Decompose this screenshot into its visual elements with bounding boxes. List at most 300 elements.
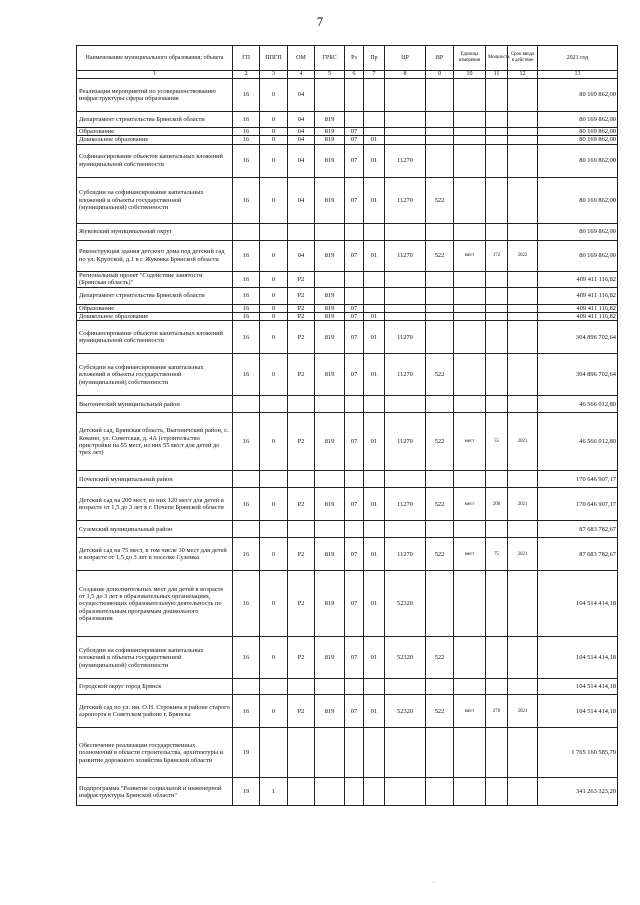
table-cell: [486, 321, 508, 354]
table-cell: [486, 396, 508, 413]
table-cell: [454, 571, 486, 637]
table-cell: 07: [345, 538, 364, 571]
table-cell: 819: [315, 136, 345, 144]
table-row: [77, 778, 618, 806]
row-name: Субсидии на софинансирование капитальных вложений в объекты государственной (муниципальной) собственности: [77, 354, 233, 396]
table-cell: [260, 223, 288, 240]
table-cell: 16: [233, 538, 260, 571]
row-name: Софинансирование объектов капитальных вложений муниципальной собственности: [77, 144, 233, 177]
table-cell: [486, 728, 508, 778]
table-cell: 819: [315, 287, 345, 304]
row-name: Софинансирование объектов капитальных вложений муниципальной собственности: [77, 321, 233, 354]
table-row: [77, 354, 618, 396]
table-cell: [315, 679, 345, 695]
table-cell: 04: [288, 177, 315, 223]
table-cell: 2021: [508, 538, 538, 571]
column-index: 11: [486, 71, 508, 79]
table-cell: 55: [486, 413, 508, 471]
row-amount: 104 514 414,18: [538, 679, 618, 695]
table-cell: 0: [260, 144, 288, 177]
table-cell: [385, 112, 426, 128]
table-cell: 16: [233, 637, 260, 679]
table-cell: 07: [345, 695, 364, 728]
table-cell: 2022: [508, 240, 538, 271]
table-cell: 07: [345, 637, 364, 679]
table-cell: P2: [288, 287, 315, 304]
table-cell: 07: [345, 240, 364, 271]
table-cell: 0: [260, 304, 288, 312]
table-cell: [315, 396, 345, 413]
table-cell: 19: [233, 778, 260, 806]
table-row: [77, 112, 618, 128]
table-cell: [486, 354, 508, 396]
row-name: Дошкольное образование: [77, 313, 233, 321]
table-cell: 522: [426, 695, 454, 728]
table-cell: 819: [315, 538, 345, 571]
table-row: [77, 240, 618, 271]
table-cell: 07: [345, 488, 364, 521]
table-cell: 0: [260, 287, 288, 304]
table-cell: [486, 128, 508, 136]
row-name: Субсидии на софинансирование капитальных вложений в объекты государственной (муниципальной) собственности: [77, 637, 233, 679]
row-amount: 87 683 782,67: [538, 521, 618, 538]
table-cell: 04: [288, 79, 315, 112]
row-name: Департамент строительства Брянской области: [77, 112, 233, 128]
table-cell: 16: [233, 313, 260, 321]
table-cell: 522: [426, 538, 454, 571]
table-cell: [315, 728, 345, 778]
table-row: [77, 271, 618, 287]
table-cell: [315, 471, 345, 488]
table-cell: [288, 223, 315, 240]
table-cell: 819: [315, 112, 345, 128]
table-cell: [345, 112, 364, 128]
table-cell: 172: [486, 240, 508, 271]
table-row: [77, 413, 618, 471]
table-cell: P2: [288, 488, 315, 521]
table-cell: [385, 679, 426, 695]
row-name: Городской округ город Брянск: [77, 679, 233, 695]
column-index: 13: [538, 71, 618, 79]
table-cell: [364, 128, 385, 136]
table-row: [77, 144, 618, 177]
table-cell: 16: [233, 321, 260, 354]
table-cell: [345, 223, 364, 240]
row-amount: 80 169 862,00: [538, 79, 618, 112]
column-header: Пр: [364, 46, 385, 71]
table-cell: 16: [233, 177, 260, 223]
column-header: ОМ: [288, 46, 315, 71]
column-header: 2021 год: [538, 46, 618, 71]
table-cell: 819: [315, 240, 345, 271]
table-cell: 0: [260, 112, 288, 128]
table-cell: [364, 778, 385, 806]
column-header: ЦР: [385, 46, 426, 71]
column-index: 8: [385, 71, 426, 79]
table-cell: 52320: [385, 695, 426, 728]
table-cell: 819: [315, 144, 345, 177]
column-index: 4: [288, 71, 315, 79]
table-cell: 04: [288, 136, 315, 144]
table-cell: 819: [315, 304, 345, 312]
table-cell: [233, 521, 260, 538]
table-cell: [385, 396, 426, 413]
table-cell: 0: [260, 79, 288, 112]
table-cell: 16: [233, 354, 260, 396]
table-cell: [345, 287, 364, 304]
table-cell: [426, 136, 454, 144]
table-cell: [260, 521, 288, 538]
table-cell: [486, 271, 508, 287]
row-amount: 80 169 862,00: [538, 128, 618, 136]
table-cell: [288, 396, 315, 413]
row-amount: 80 169 862,00: [538, 144, 618, 177]
column-index: 9: [426, 71, 454, 79]
table-row: [77, 304, 618, 312]
table-cell: 522: [426, 240, 454, 271]
column-header: Единица измерения: [454, 46, 486, 71]
row-name: Подпрограмма "Развитие социальной и инженерной инфраструктуры Брянской области": [77, 778, 233, 806]
table-cell: [385, 304, 426, 312]
table-cell: [508, 396, 538, 413]
table-cell: [508, 471, 538, 488]
table-cell: 2021: [508, 413, 538, 471]
table-cell: [385, 728, 426, 778]
table-cell: 11270: [385, 538, 426, 571]
table-cell: [426, 128, 454, 136]
row-name: Почепский муниципальный район: [77, 471, 233, 488]
table-cell: [385, 136, 426, 144]
row-amount: 104 514 414,18: [538, 637, 618, 679]
table-cell: 16: [233, 304, 260, 312]
table-cell: [454, 321, 486, 354]
table-cell: 0: [260, 695, 288, 728]
row-name: Обеспечение реализации государственных полномочий в области строительства, архитектуры и развитие дорожного хозяйства Брянской области: [77, 728, 233, 778]
table-cell: 07: [345, 313, 364, 321]
table-cell: 11270: [385, 177, 426, 223]
table-cell: [454, 128, 486, 136]
table-cell: 819: [315, 413, 345, 471]
table-cell: мест: [454, 538, 486, 571]
table-cell: [508, 571, 538, 637]
table-cell: [454, 79, 486, 112]
table-cell: [364, 287, 385, 304]
table-cell: 04: [288, 240, 315, 271]
table-cell: [345, 679, 364, 695]
table-cell: [426, 728, 454, 778]
row-amount: 104 514 414,18: [538, 571, 618, 637]
table-cell: 01: [364, 144, 385, 177]
table-cell: 522: [426, 413, 454, 471]
table-cell: 01: [364, 321, 385, 354]
column-header: ППГП: [260, 46, 288, 71]
table-cell: [364, 223, 385, 240]
table-cell: 819: [315, 128, 345, 136]
table-cell: P2: [288, 321, 315, 354]
column-header: Мощность: [486, 46, 508, 71]
row-amount: 1 765 160 585,79: [538, 728, 618, 778]
table-row: [77, 128, 618, 136]
row-amount: 170 646 907,17: [538, 488, 618, 521]
row-name: Выгоничский муниципальный район: [77, 396, 233, 413]
table-cell: [288, 471, 315, 488]
table-row: [77, 136, 618, 144]
table-cell: 07: [345, 144, 364, 177]
table-cell: [426, 778, 454, 806]
table-cell: 01: [364, 136, 385, 144]
table-cell: 0: [260, 271, 288, 287]
table-cell: [454, 112, 486, 128]
row-amount: 80 169 862,00: [538, 177, 618, 223]
row-name: Дошкольное образование: [77, 136, 233, 144]
table-cell: 07: [345, 571, 364, 637]
table-cell: [454, 313, 486, 321]
table-cell: [508, 304, 538, 312]
row-amount: 80 169 862,00: [538, 112, 618, 128]
table-cell: [364, 679, 385, 695]
table-cell: [233, 223, 260, 240]
table-cell: [454, 304, 486, 312]
table-cell: 2021: [508, 695, 538, 728]
table-cell: 04: [288, 112, 315, 128]
table-cell: [426, 112, 454, 128]
table-cell: [345, 471, 364, 488]
table-cell: 11270: [385, 488, 426, 521]
table-cell: [260, 471, 288, 488]
table-cell: [426, 321, 454, 354]
table-cell: 819: [315, 177, 345, 223]
column-header: Наименование муниципального образования; объекта: [77, 46, 233, 71]
table-cell: мест: [454, 695, 486, 728]
table-cell: [364, 396, 385, 413]
column-header: Срок ввода в действие: [508, 46, 538, 71]
table-cell: 522: [426, 354, 454, 396]
row-name: Образование: [77, 304, 233, 312]
table-cell: 819: [315, 637, 345, 679]
table-cell: 16: [233, 136, 260, 144]
table-cell: [315, 778, 345, 806]
table-cell: [426, 271, 454, 287]
table-cell: 16: [233, 488, 260, 521]
table-row: [77, 223, 618, 240]
row-name: Детский сад по ул. им. О.Н. Строкина в районе старого аэропорта в Советском районе г. Брянска: [77, 695, 233, 728]
table-cell: 01: [364, 413, 385, 471]
table-row: [77, 637, 618, 679]
row-name: Региональный проект "Содействие занятости (Брянская область)": [77, 271, 233, 287]
table-cell: [345, 271, 364, 287]
page-number: 7: [316, 14, 324, 29]
table-row: [77, 571, 618, 637]
table-cell: [508, 313, 538, 321]
table-cell: P2: [288, 354, 315, 396]
table-cell: 07: [345, 321, 364, 354]
table-cell: 0: [260, 313, 288, 321]
table-cell: 19: [233, 728, 260, 778]
table-cell: [508, 637, 538, 679]
table-cell: 270: [486, 695, 508, 728]
table-cell: [364, 521, 385, 538]
table-cell: [426, 287, 454, 304]
column-index: 10: [454, 71, 486, 79]
table-cell: 07: [345, 177, 364, 223]
table-cell: [345, 396, 364, 413]
table-cell: 0: [260, 128, 288, 136]
row-amount: 87 683 782,67: [538, 538, 618, 571]
row-amount: 409 411 116,82: [538, 313, 618, 321]
table-row: [77, 471, 618, 488]
table-cell: [486, 144, 508, 177]
table-cell: 522: [426, 488, 454, 521]
table-cell: [364, 728, 385, 778]
table-cell: [454, 471, 486, 488]
table-cell: [385, 79, 426, 112]
table-cell: 75: [486, 538, 508, 571]
table-cell: [508, 354, 538, 396]
table-cell: [486, 287, 508, 304]
table-cell: [486, 471, 508, 488]
table-cell: [426, 304, 454, 312]
table-cell: 11270: [385, 144, 426, 177]
table-cell: 01: [364, 354, 385, 396]
table-cell: [454, 223, 486, 240]
table-cell: 01: [364, 637, 385, 679]
table-cell: [385, 271, 426, 287]
table-cell: 07: [345, 136, 364, 144]
table-cell: 16: [233, 112, 260, 128]
table-row: [77, 321, 618, 354]
table-cell: 11270: [385, 354, 426, 396]
column-header: ГП: [233, 46, 260, 71]
table-row: [77, 728, 618, 778]
table-cell: 16: [233, 413, 260, 471]
table-cell: [288, 778, 315, 806]
table-cell: 0: [260, 136, 288, 144]
table-cell: 819: [315, 354, 345, 396]
table-cell: 522: [426, 177, 454, 223]
table-cell: [233, 396, 260, 413]
table-cell: [260, 728, 288, 778]
row-amount: 341 263 323,20: [538, 778, 618, 806]
table-cell: 0: [260, 571, 288, 637]
table-cell: P2: [288, 571, 315, 637]
table-cell: [486, 223, 508, 240]
table-cell: [454, 778, 486, 806]
table-cell: [385, 313, 426, 321]
table-cell: [426, 396, 454, 413]
table-cell: P2: [288, 313, 315, 321]
table-cell: P2: [288, 271, 315, 287]
table-cell: [385, 128, 426, 136]
row-amount: 304 896 702,64: [538, 354, 618, 396]
table-cell: 11270: [385, 321, 426, 354]
table-cell: [288, 679, 315, 695]
row-amount: 80 169 862,00: [538, 136, 618, 144]
table-cell: 819: [315, 313, 345, 321]
table-cell: 01: [364, 695, 385, 728]
column-index: 5: [315, 71, 345, 79]
table-cell: [486, 637, 508, 679]
row-amount: 46 566 012,80: [538, 396, 618, 413]
table-cell: 0: [260, 413, 288, 471]
table-cell: 0: [260, 321, 288, 354]
table-cell: 01: [364, 538, 385, 571]
table-cell: 01: [364, 240, 385, 271]
row-amount: 104 514 414,18: [538, 695, 618, 728]
table-cell: [508, 728, 538, 778]
index-row: [77, 71, 618, 79]
column-index: 12: [508, 71, 538, 79]
row-amount: 409 411 116,82: [538, 271, 618, 287]
table-cell: [426, 144, 454, 177]
row-amount: 46 566 012,80: [538, 413, 618, 471]
row-name: Жуковский муниципальный округ: [77, 223, 233, 240]
table-cell: 16: [233, 144, 260, 177]
table-row: [77, 521, 618, 538]
table-cell: [508, 271, 538, 287]
row-amount: 80 169 862,00: [538, 223, 618, 240]
table-cell: [486, 112, 508, 128]
table-cell: [426, 571, 454, 637]
row-name: Детский сад на 75 мест, в том числе 30 мест для детей в возрасте от 1,5 до 3 лет в поселке Суземка: [77, 538, 233, 571]
row-amount: 409 411 116,82: [538, 287, 618, 304]
table-cell: 16: [233, 128, 260, 136]
table-cell: 52320: [385, 637, 426, 679]
table-cell: 07: [345, 128, 364, 136]
table-cell: [364, 304, 385, 312]
table-cell: [233, 679, 260, 695]
table-cell: [426, 313, 454, 321]
table-cell: [315, 79, 345, 112]
column-header: ГРБС: [315, 46, 345, 71]
table-cell: 1: [260, 778, 288, 806]
table-cell: 0: [260, 488, 288, 521]
row-name: Детский сад, Брянская область, Выгоничский район, с. Кокино, ул. Советская, д. 4А (строительство пристройки на 55 мест, из них 55 мест для детей до трех лет): [77, 413, 233, 471]
row-amount: 80 169 862,00: [538, 240, 618, 271]
table-cell: 52320: [385, 571, 426, 637]
header-row: [77, 46, 618, 71]
table-cell: [426, 223, 454, 240]
table-cell: [508, 112, 538, 128]
table-cell: [364, 271, 385, 287]
table-cell: [385, 471, 426, 488]
table-cell: мест: [454, 488, 486, 521]
table-cell: [454, 177, 486, 223]
table-cell: [426, 79, 454, 112]
table-cell: 16: [233, 695, 260, 728]
table-row: [77, 287, 618, 304]
table-cell: [288, 521, 315, 538]
table-cell: [486, 679, 508, 695]
table-cell: [508, 679, 538, 695]
table-cell: [454, 728, 486, 778]
table-cell: [508, 128, 538, 136]
table-cell: [486, 79, 508, 112]
table-cell: 819: [315, 488, 345, 521]
table-cell: 16: [233, 571, 260, 637]
table-row: [77, 679, 618, 695]
table-cell: 07: [345, 354, 364, 396]
table-cell: [364, 471, 385, 488]
table-cell: [508, 136, 538, 144]
table-cell: 04: [288, 144, 315, 177]
table-cell: 07: [345, 413, 364, 471]
table-cell: [486, 313, 508, 321]
table-cell: 819: [315, 695, 345, 728]
table-row: [77, 695, 618, 728]
row-amount: 409 411 116,82: [538, 304, 618, 312]
table-cell: [508, 223, 538, 240]
table-cell: 01: [364, 313, 385, 321]
